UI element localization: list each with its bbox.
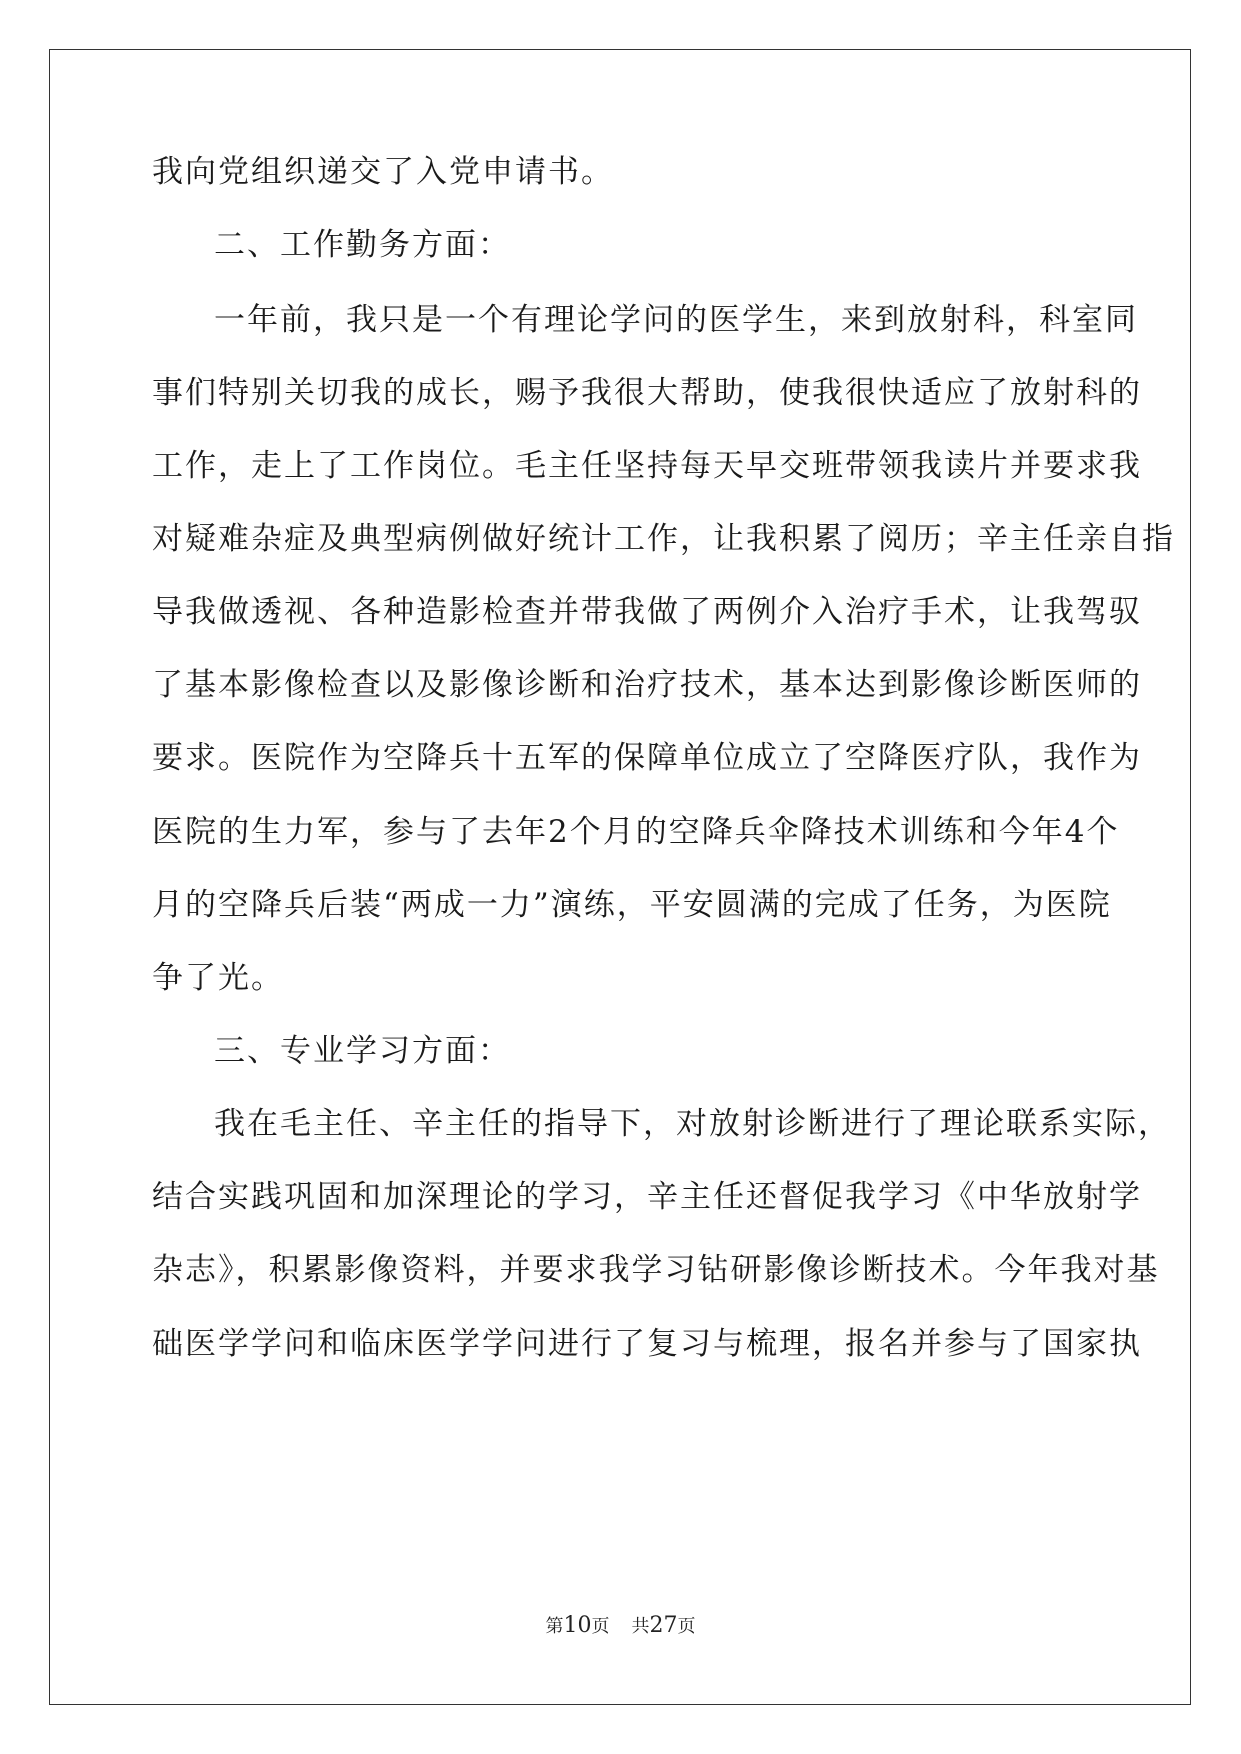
text-line: 月的空降兵后装“两成一力”演练，平安圆满的完成了任务，为医院 xyxy=(152,887,1112,923)
page-border xyxy=(49,49,1191,1705)
total-suffix: 页 xyxy=(677,1616,696,1637)
text-line: 我在毛主任、辛主任的指导下，对放射诊断进行了理论联系实际， xyxy=(214,1106,1171,1142)
section-heading: 三、专业学习方面： xyxy=(214,1033,511,1069)
text-line: 事们特别关切我的成长，赐予我很大帮助，使我很快适应了放射科的 xyxy=(152,375,1142,411)
text-line: 了基本影像检查以及影像诊断和治疗技术，基本达到影像诊断医师的 xyxy=(152,667,1142,703)
total-prefix: 共 xyxy=(631,1616,650,1637)
text-line: 争了光。 xyxy=(152,960,284,996)
current-page-number: 10 xyxy=(563,1613,592,1638)
text-line: 础医学学问和临床医学学问进行了复习与梳理，报名并参与了国家执 xyxy=(152,1326,1142,1362)
text-line: 医院的生力军，参与了去年2个月的空降兵伞降技术训练和今年4个 xyxy=(152,814,1120,850)
text-line: 结合实践巩固和加深理论的学习，辛主任还督促我学习《中华放射学 xyxy=(152,1179,1142,1215)
total-page-count: 27 xyxy=(649,1613,678,1638)
page-footer xyxy=(0,1614,1241,1639)
text-line: 我向党组织递交了入党申请书。 xyxy=(152,154,614,190)
section-heading: 二、工作勤务方面： xyxy=(214,227,511,263)
text-line: 导我做透视、各种造影检查并带我做了两例介入治疗手术，让我驾驭 xyxy=(152,594,1142,630)
page-suffix: 页 xyxy=(591,1616,610,1637)
page-prefix: 第 xyxy=(545,1616,564,1637)
text-line: 杂志》，积累影像资料，并要求我学习钻研影像诊断技术。今年我对基 xyxy=(152,1252,1160,1288)
text-line: 一年前，我只是一个有理论学问的医学生，来到放射科，科室同 xyxy=(214,302,1138,338)
text-line: 要求。医院作为空降兵十五军的保障单位成立了空降医疗队，我作为 xyxy=(152,740,1142,776)
text-line: 对疑难杂症及典型病例做好统计工作，让我积累了阅历；辛主任亲自指 xyxy=(152,521,1175,557)
text-line: 工作，走上了工作岗位。毛主任坚持每天早交班带领我读片并要求我 xyxy=(152,448,1142,484)
